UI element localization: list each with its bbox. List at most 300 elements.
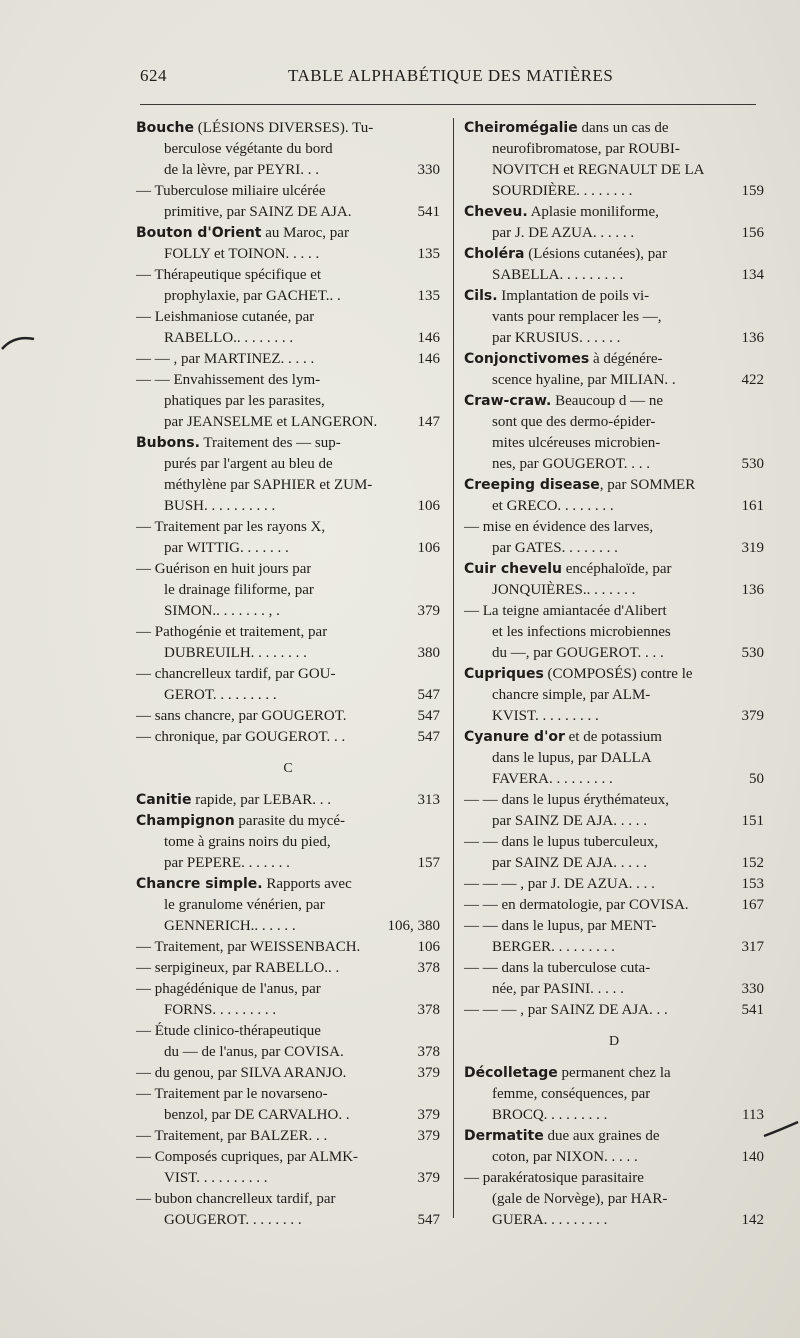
index-line-text	[464, 895, 689, 916]
index-entry-text: — Composés cupriques, par ALMK-	[136, 1149, 359, 1165]
index-line	[136, 790, 440, 811]
margin-pencil-mark-left	[0, 325, 40, 355]
index-line	[136, 1147, 440, 1168]
index-keyword: Cyanure d'or	[464, 729, 565, 745]
index-keyword: Cils.	[464, 288, 498, 304]
index-line-text	[164, 643, 307, 664]
index-entry-text: — — dans le lupus tuberculeux,	[464, 834, 659, 850]
page-reference: 317	[741, 939, 764, 955]
page-reference: 378	[417, 1002, 440, 1018]
index-line-text	[492, 160, 704, 181]
index-line-text	[136, 1147, 358, 1168]
page-reference: 146	[417, 330, 440, 346]
index-entry-text: benzol, par DE CARVALHO. .	[164, 1107, 350, 1123]
index-line	[136, 895, 440, 916]
index-line	[136, 1210, 440, 1231]
index-line-text	[136, 664, 336, 685]
section-letter-text: C	[283, 761, 293, 776]
index-entry-text: par JEANSELME et LANGERON.	[164, 414, 378, 430]
index-line	[464, 811, 764, 832]
index-entry-text: — Traitement, par BALZER. . .	[136, 1128, 328, 1144]
page-header	[140, 66, 752, 92]
index-keyword: Champignon	[136, 813, 235, 829]
index-line	[136, 664, 440, 685]
index-entry-text: — — — , par J. DE AZUA. . . .	[464, 876, 655, 892]
index-entry-text: GUERA. . . . . . . . .	[492, 1212, 608, 1228]
index-line-text	[492, 265, 623, 286]
index-line-text	[164, 328, 293, 349]
index-entry-text: — Traitement par le novarseno-	[136, 1086, 328, 1102]
index-entry-text: (gale de Norvège), par HAR-	[492, 1191, 668, 1207]
index-line-text	[136, 118, 373, 139]
index-line-text	[136, 559, 311, 580]
index-line	[136, 454, 440, 475]
index-line-text	[136, 874, 352, 895]
index-line-text	[464, 202, 659, 223]
index-line	[464, 370, 764, 391]
page-reference: 135	[417, 288, 440, 304]
index-entry-text: par J. DE AZUA. . . . . .	[492, 225, 635, 241]
index-line	[464, 769, 764, 790]
index-line-text	[464, 1063, 671, 1084]
page-reference: 134	[741, 267, 764, 283]
index-line-text	[492, 622, 671, 643]
page-reference: 379	[417, 1065, 440, 1081]
page-reference: 136	[741, 582, 764, 598]
index-line-text	[164, 1168, 267, 1189]
index-keyword: Bouton d'Orient	[136, 225, 262, 241]
index-line	[464, 895, 764, 916]
page-reference: 530	[741, 645, 764, 661]
index-line	[136, 580, 440, 601]
index-line	[464, 937, 764, 958]
section-letter-text: D	[608, 1034, 620, 1049]
index-line-text	[464, 1126, 660, 1147]
page-reference: 319	[741, 540, 764, 556]
index-line	[464, 307, 764, 328]
index-line-text	[136, 958, 339, 979]
index-line	[464, 202, 764, 223]
index-entry-text: nes, par GOUGEROT. . . .	[492, 456, 651, 472]
index-line-text	[164, 538, 289, 559]
index-entry-text: — bubon chancrelleux tardif, par	[136, 1191, 336, 1207]
index-line	[464, 328, 764, 349]
index-entry-text: (COMPOSÉS) contre le	[543, 666, 693, 682]
index-line-text	[136, 706, 347, 727]
index-line-text	[464, 790, 669, 811]
index-keyword: Décolletage	[464, 1065, 558, 1081]
index-keyword: Cheveu.	[464, 204, 528, 220]
index-line-text	[492, 706, 599, 727]
index-line	[464, 958, 764, 979]
index-entry-text: Implantation de poils vi-	[497, 288, 650, 304]
index-entry-text: — Leishmaniose cutanée, par	[136, 309, 315, 325]
index-line-text	[164, 412, 377, 433]
index-line	[136, 853, 440, 874]
header-rule	[140, 104, 756, 105]
index-entry-text: berculose végétante du bord	[164, 141, 333, 157]
index-line	[136, 1000, 440, 1021]
index-line	[464, 265, 764, 286]
index-entry-text: SABELLA. . . . . . . . .	[492, 267, 624, 283]
index-entry-text: (Lésions cutanées), par	[524, 246, 667, 262]
index-line	[464, 496, 764, 517]
index-entry-text: — La teigne amiantacée d'Alibert	[464, 603, 667, 619]
page-reference: 379	[417, 1128, 440, 1144]
index-line	[136, 1105, 440, 1126]
index-line-text	[464, 118, 669, 139]
index-line	[464, 979, 764, 1000]
index-entry-text: par GATES. . . . . . . .	[492, 540, 618, 556]
index-line	[464, 580, 764, 601]
page-reference: 541	[417, 204, 440, 220]
index-line-text	[164, 580, 314, 601]
page-reference: 151	[741, 813, 764, 829]
index-line	[464, 832, 764, 853]
index-line	[136, 601, 440, 622]
index-line	[136, 181, 440, 202]
page-reference: 50	[749, 771, 764, 787]
index-entry-text: due aux graines de	[543, 1128, 660, 1144]
index-entry-text: au Maroc, par	[261, 225, 349, 241]
index-entry-text: DUBREUILH. . . . . . . .	[164, 645, 307, 661]
index-entry-text: — — en dermatologie, par COVISA.	[464, 897, 689, 913]
index-line	[464, 1126, 764, 1147]
page-reference: 547	[417, 708, 440, 724]
index-entry-text: — mise en évidence des larves,	[464, 519, 654, 535]
index-line-text	[492, 181, 632, 202]
index-line	[136, 118, 440, 139]
index-keyword: Canitie	[136, 792, 192, 808]
page-reference: 156	[741, 225, 764, 241]
index-entry-text: Rapports avec	[262, 876, 352, 892]
index-entry-text: GOUGEROT. . . . . . . .	[164, 1212, 302, 1228]
index-line-text	[164, 475, 372, 496]
index-keyword: Creeping disease	[464, 477, 600, 493]
index-line-text	[164, 454, 333, 475]
page-reference: 106, 380	[387, 918, 440, 934]
page-reference: 142	[741, 1212, 764, 1228]
index-entry-text: — serpigineux, par RABELLO.. .	[136, 960, 340, 976]
index-entry-text: SIMON.. . . . . . . , .	[164, 603, 280, 619]
index-line	[464, 853, 764, 874]
index-line-text	[164, 1210, 302, 1231]
index-entry-text: — Guérison en huit jours par	[136, 561, 312, 577]
index-line-text	[136, 265, 321, 286]
index-line	[136, 622, 440, 643]
index-entry-text: rapide, par LEBAR. . .	[191, 792, 332, 808]
index-keyword: Bouche	[136, 120, 195, 136]
index-line	[136, 1084, 440, 1105]
index-line-text	[164, 391, 325, 412]
page-reference: 157	[417, 855, 440, 871]
index-line	[136, 727, 440, 748]
index-line	[136, 1021, 440, 1042]
index-line-text	[492, 307, 662, 328]
page-reference: 530	[741, 456, 764, 472]
page-reference: 330	[741, 981, 764, 997]
index-line	[464, 139, 764, 160]
index-line-text	[492, 685, 650, 706]
index-keyword: Chancre simple.	[136, 876, 263, 892]
index-line-text	[464, 727, 662, 748]
index-line	[464, 601, 764, 622]
page-reference: 547	[417, 687, 440, 703]
index-entry-text: FAVERA. . . . . . . . .	[492, 771, 613, 787]
index-line	[464, 1189, 764, 1210]
index-line	[136, 538, 440, 559]
index-entry-text: de la lèvre, par PEYRI. . .	[164, 162, 319, 178]
index-line-text	[136, 1189, 336, 1210]
index-entry-text: NOVITCH et REGNAULT DE LA	[492, 162, 705, 178]
index-line	[136, 559, 440, 580]
page-reference: 152	[741, 855, 764, 871]
index-entry-text: née, par PASINI. . . . .	[492, 981, 624, 997]
index-entry-text: BERGER. . . . . . . . .	[492, 939, 615, 955]
page-reference: 379	[417, 1170, 440, 1186]
page-reference: 136	[741, 330, 764, 346]
index-entry-text: BUSH. . . . . . . . . .	[164, 498, 276, 514]
index-line	[464, 790, 764, 811]
index-line	[136, 370, 440, 391]
index-line	[136, 391, 440, 412]
index-entry-text: — du genou, par SILVA ARANJO.	[136, 1065, 347, 1081]
index-entry-text: Traitement des — sup-	[199, 435, 341, 451]
index-line	[464, 454, 764, 475]
page-reference: 378	[417, 960, 440, 976]
index-keyword: Cheiromégalie	[464, 120, 578, 136]
page-reference: 541	[741, 1002, 764, 1018]
index-line-text	[136, 811, 345, 832]
index-line	[136, 265, 440, 286]
page-reference: 379	[741, 708, 764, 724]
index-entry-text: — — dans le lupus, par MENT-	[464, 918, 657, 934]
index-line	[464, 1147, 764, 1168]
page-reference: 159	[741, 183, 764, 199]
index-entry-text: — — dans le lupus érythémateux,	[464, 792, 669, 808]
index-line-text	[164, 601, 280, 622]
page-reference: 547	[417, 729, 440, 745]
index-entry-text: par SAINZ DE AJA. . . . .	[492, 813, 647, 829]
index-line-text	[492, 937, 615, 958]
index-line-text	[136, 1084, 328, 1105]
index-line	[464, 685, 764, 706]
index-entry-text: sont que des dermo-épider-	[492, 414, 656, 430]
page-reference: 167	[741, 897, 764, 913]
index-line	[136, 811, 440, 832]
index-line-text	[464, 349, 662, 370]
index-line	[136, 160, 440, 181]
index-entry-text: du — de l'anus, par COVISA.	[164, 1044, 344, 1060]
index-line-text	[492, 139, 680, 160]
index-entry-text: , par SOMMER	[599, 477, 696, 493]
right-column	[464, 118, 764, 1231]
index-entry-text: — chancrelleux tardif, par GOU-	[136, 666, 336, 682]
index-entry-text: par SAINZ DE AJA. . . . .	[492, 855, 647, 871]
index-entry-text: SOURDIÈRE. . . . . . . .	[492, 183, 633, 199]
page-reference: 106	[417, 540, 440, 556]
index-line-text	[492, 1147, 638, 1168]
index-line	[136, 223, 440, 244]
page-reference: 113	[742, 1107, 764, 1123]
index-entry-text: FOLLY et TOINON. . . . .	[164, 246, 320, 262]
index-entry-text: neurofibromatose, par ROUBI-	[492, 141, 680, 157]
index-entry-text: KVIST. . . . . . . . .	[492, 708, 599, 724]
index-line	[464, 118, 764, 139]
index-line	[464, 433, 764, 454]
page-reference: 147	[417, 414, 440, 430]
index-line	[464, 1210, 764, 1231]
index-line	[464, 916, 764, 937]
index-entry-text: — Pathogénie et traitement, par	[136, 624, 328, 640]
index-line-text	[492, 979, 624, 1000]
index-line	[136, 1063, 440, 1084]
index-line-text	[492, 496, 614, 517]
index-line	[136, 244, 440, 265]
index-entry-text: femme, conséquences, par	[492, 1086, 651, 1102]
page-reference: 146	[417, 351, 440, 367]
index-line	[136, 958, 440, 979]
index-line-text	[164, 496, 275, 517]
index-line-text	[464, 958, 650, 979]
index-line-text	[492, 748, 652, 769]
index-line	[136, 979, 440, 1000]
index-entry-text: — chronique, par GOUGEROT. . .	[136, 729, 346, 745]
index-entry-text: coton, par NIXON. . . . .	[492, 1149, 638, 1165]
index-line	[464, 874, 764, 895]
index-entry-text: du —, par GOUGEROT. . . .	[492, 645, 664, 661]
section-letter	[136, 748, 440, 790]
index-line	[136, 412, 440, 433]
index-line	[136, 1126, 440, 1147]
page-reference: 422	[741, 372, 764, 388]
index-line-text	[464, 916, 656, 937]
index-line-text	[164, 139, 333, 160]
index-entry-text: le drainage filiforme, par	[164, 582, 314, 598]
section-letter	[464, 1021, 764, 1063]
index-entry-text: VIST. . . . . . . . . .	[164, 1170, 268, 1186]
page-reference: 161	[741, 498, 764, 514]
index-entry-text: vants pour remplacer les —,	[492, 309, 662, 325]
index-line-text	[464, 286, 649, 307]
index-line	[464, 664, 764, 685]
index-line	[464, 349, 764, 370]
index-line-text	[136, 979, 321, 1000]
page-reference: 140	[741, 1149, 764, 1165]
index-line-text	[492, 454, 650, 475]
index-line-text	[136, 790, 331, 811]
index-line	[464, 244, 764, 265]
index-line	[464, 412, 764, 433]
index-line	[464, 1168, 764, 1189]
index-line	[136, 307, 440, 328]
index-entry-text: méthylène par SAPHIER et ZUM-	[164, 477, 373, 493]
page-reference: 330	[417, 162, 440, 178]
index-line-text	[136, 622, 327, 643]
index-line-text	[164, 1000, 276, 1021]
index-line	[136, 1189, 440, 1210]
index-entry-text: BROCQ. . . . . . . . .	[492, 1107, 608, 1123]
index-line-text	[492, 1189, 667, 1210]
index-line-text	[492, 853, 647, 874]
index-line-text	[464, 1168, 644, 1189]
index-entry-text: FORNS. . . . . . . . .	[164, 1002, 277, 1018]
index-line-text	[492, 1210, 607, 1231]
index-line	[136, 874, 440, 895]
index-keyword: Dermatite	[464, 1128, 544, 1144]
index-line-text	[136, 307, 314, 328]
index-line-text	[464, 664, 693, 685]
index-entry-text: JONQUIÈRES.. . . . . . .	[492, 582, 636, 598]
index-entry-text: RABELLO.. . . . . . . .	[164, 330, 294, 346]
page-reference: 547	[417, 1212, 440, 1228]
index-entry-text: Beaucoup d — ne	[551, 393, 664, 409]
index-line	[136, 643, 440, 664]
index-line-text	[464, 391, 663, 412]
index-line-text	[492, 580, 635, 601]
index-entry-text: et GRECO. . . . . . . .	[492, 498, 614, 514]
index-line-text	[464, 832, 658, 853]
index-line	[464, 160, 764, 181]
index-line	[136, 517, 440, 538]
index-line	[136, 706, 440, 727]
index-line	[136, 832, 440, 853]
index-line-text	[492, 811, 647, 832]
index-entry-text: phatiques par les parasites,	[164, 393, 325, 409]
index-line-text	[464, 475, 695, 496]
index-keyword: Choléra	[464, 246, 525, 262]
index-line	[136, 1042, 440, 1063]
index-line-text	[136, 1021, 321, 1042]
index-line-text	[136, 370, 320, 391]
index-line	[136, 202, 440, 223]
index-line-text	[464, 601, 667, 622]
index-line	[464, 643, 764, 664]
left-column	[136, 118, 440, 1231]
index-line-text	[492, 769, 613, 790]
index-entry-text: à dégénére-	[589, 351, 663, 367]
index-entry-text: dans le lupus, par DALLA	[492, 750, 652, 766]
margin-pencil-mark-right	[760, 1118, 800, 1148]
index-entry-text: — Tuberculose miliaire ulcérée	[136, 183, 326, 199]
index-entry-text: primitive, par SAINZ DE AJA.	[164, 204, 352, 220]
column-divider	[453, 118, 454, 1218]
index-line-text	[164, 1105, 350, 1126]
index-line	[464, 391, 764, 412]
index-keyword: Cuir chevelu	[464, 561, 562, 577]
page-reference: 380	[417, 645, 440, 661]
index-entry-text: encéphaloïde, par	[561, 561, 672, 577]
index-keyword: Cupriques	[464, 666, 544, 682]
index-line-text	[492, 1105, 607, 1126]
index-entry-text: Aplasie moniliforme,	[527, 204, 659, 220]
index-line-text	[164, 1042, 344, 1063]
index-line-text	[492, 370, 676, 391]
index-entry-text: et de potassium	[564, 729, 662, 745]
index-line	[464, 181, 764, 202]
page-reference: 153	[741, 876, 764, 892]
index-line	[136, 286, 440, 307]
index-entry-text: mites ulcéreuses microbien-	[492, 435, 661, 451]
index-line	[464, 517, 764, 538]
index-line	[464, 622, 764, 643]
index-line	[464, 286, 764, 307]
index-line-text	[136, 433, 341, 454]
index-line	[136, 685, 440, 706]
index-entry-text: (LÉSIONS DIVERSES). Tu-	[194, 120, 374, 136]
page-reference: 378	[417, 1044, 440, 1060]
index-entry-text: chancre simple, par ALM-	[492, 687, 651, 703]
